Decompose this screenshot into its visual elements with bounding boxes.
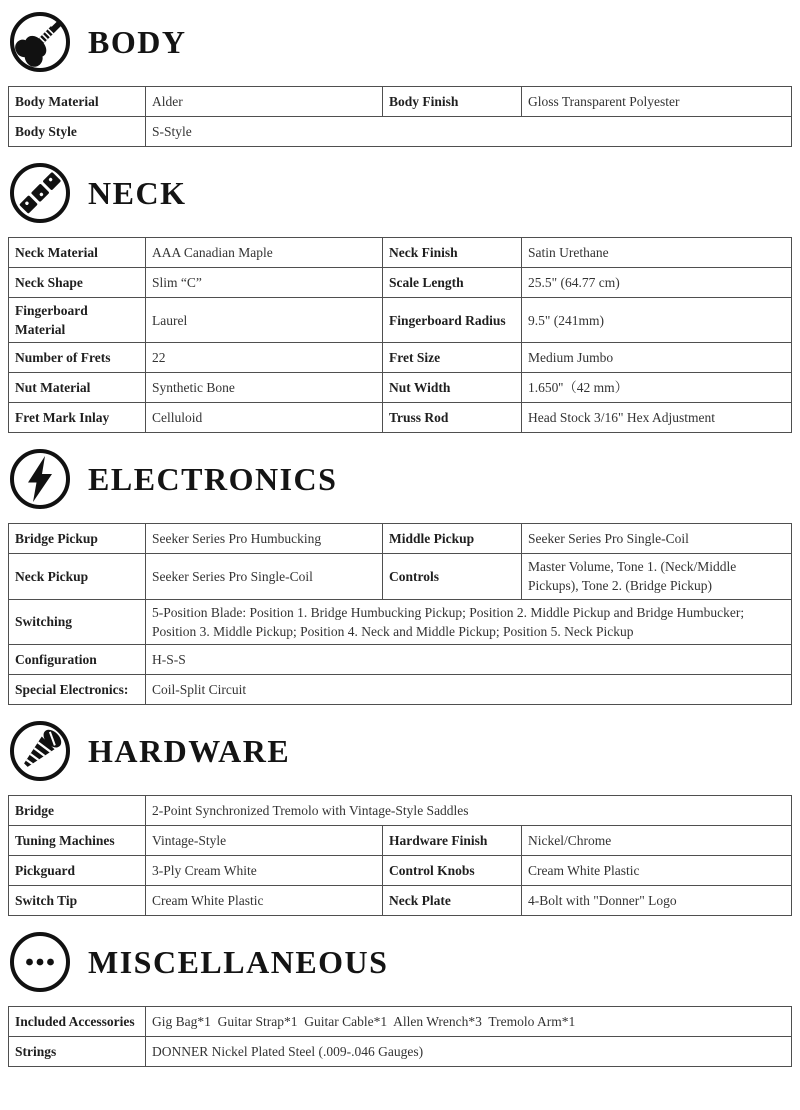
spec-value-cell: 5-Position Blade: Position 1. Bridge Humbucking Pickup; Position 2. Middle Pickup and Bridge Humbucker; Position 3. Middle Pickup; Position 4. Neck and Middle Pickup; Position 5. Neck Pickup (146, 599, 792, 644)
section-miscellaneous (8, 930, 792, 1067)
spec-value-cell: Head Stock 3/16" Hex Adjustment (522, 403, 792, 433)
spec-label-cell: Scale Length (383, 268, 522, 298)
hardware-spec-table (8, 795, 792, 916)
spec-label-cell: Bridge Pickup (9, 524, 146, 554)
section-title-miscellaneous: MISCELLANEOUS (88, 943, 389, 980)
spec-value-cell: 4-Bolt with "Donner" Logo (522, 885, 792, 915)
spec-value-cell: 22 (146, 343, 383, 373)
spec-label-cell: Switch Tip (9, 885, 146, 915)
spec-row (9, 117, 792, 147)
spec-value-cell: 9.5" (241mm) (522, 298, 792, 343)
spec-label-cell: Truss Rod (383, 403, 522, 433)
spec-value-cell: Seeker Series Pro Single-Coil (146, 554, 383, 599)
section-title-electronics: ELECTRONICS (88, 461, 338, 498)
spec-label-cell: Controls (383, 554, 522, 599)
spec-value-cell: Slim “C” (146, 268, 383, 298)
spec-label-cell: Nut Width (383, 373, 522, 403)
spec-label-cell: Neck Material (9, 238, 146, 268)
spec-label-cell: Switching (9, 599, 146, 644)
spec-row (9, 554, 792, 599)
spec-row (9, 795, 792, 825)
electronics-spec-table (8, 523, 792, 705)
spec-label-cell: Special Electronics: (9, 674, 146, 704)
spec-row (9, 403, 792, 433)
spec-value-cell: Coil-Split Circuit (146, 674, 792, 704)
spec-label-cell: Nut Material (9, 373, 146, 403)
spec-label-cell: Body Style (9, 117, 146, 147)
spec-label-cell: Body Finish (383, 87, 522, 117)
three-dots-icon (8, 930, 72, 994)
spec-label-cell: Fingerboard Radius (383, 298, 522, 343)
spec-row (9, 87, 792, 117)
spec-label-cell: Tuning Machines (9, 825, 146, 855)
spec-row (9, 644, 792, 674)
body-header (8, 10, 792, 74)
section-title-body: BODY (88, 24, 187, 60)
spec-row (9, 343, 792, 373)
section-neck (8, 161, 792, 433)
spec-value-cell: Nickel/Chrome (522, 825, 792, 855)
spec-row (9, 1036, 792, 1066)
spec-label-cell: Neck Pickup (9, 554, 146, 599)
spec-row (9, 674, 792, 704)
neck-header (8, 161, 792, 225)
spec-value-cell: AAA Canadian Maple (146, 238, 383, 268)
spec-label-cell: Configuration (9, 644, 146, 674)
section-electronics (8, 447, 792, 705)
electronics-header (8, 447, 792, 511)
section-title-hardware: HARDWARE (88, 732, 291, 769)
spec-label-cell: Neck Shape (9, 268, 146, 298)
miscellaneous-header (8, 930, 792, 994)
spec-label-cell: Body Material (9, 87, 146, 117)
screw-icon (8, 719, 72, 783)
spec-value-cell: Alder (146, 87, 383, 117)
spec-row (9, 238, 792, 268)
spec-row (9, 599, 792, 644)
spec-row (9, 885, 792, 915)
spec-value-cell: 3-Ply Cream White (146, 855, 383, 885)
spec-label-cell: Middle Pickup (383, 524, 522, 554)
spec-label-cell: Bridge (9, 795, 146, 825)
spec-label-cell: Fret Mark Inlay (9, 403, 146, 433)
spec-row (9, 1006, 792, 1036)
spec-row (9, 268, 792, 298)
spec-label-cell: Neck Plate (383, 885, 522, 915)
spec-row (9, 524, 792, 554)
spec-label-cell: Strings (9, 1036, 146, 1066)
spec-value-cell: Gig Bag*1 Guitar Strap*1 Guitar Cable*1 Allen Wrench*3 Tremolo Arm*1 (146, 1006, 792, 1036)
spec-value-cell: Gloss Transparent Polyester (522, 87, 792, 117)
spec-value-cell: Cream White Plastic (146, 885, 383, 915)
hardware-header (8, 719, 792, 783)
spec-value-cell: Synthetic Bone (146, 373, 383, 403)
guitar-neck-icon (8, 161, 72, 225)
spec-row (9, 298, 792, 343)
spec-value-cell: Celluloid (146, 403, 383, 433)
spec-value-cell: 2-Point Synchronized Tremolo with Vintage-Style Saddles (146, 795, 792, 825)
neck-spec-table (8, 237, 792, 433)
spec-row (9, 373, 792, 403)
spec-row (9, 825, 792, 855)
spec-value-cell: Satin Urethane (522, 238, 792, 268)
spec-value-cell: Cream White Plastic (522, 855, 792, 885)
spec-value-cell: H-S-S (146, 644, 792, 674)
spec-row (9, 855, 792, 885)
section-hardware (8, 719, 792, 916)
body-spec-table (8, 86, 792, 147)
spec-label-cell: Fret Size (383, 343, 522, 373)
miscellaneous-spec-table (8, 1006, 792, 1067)
spec-value-cell: DONNER Nickel Plated Steel (.009-.046 Gauges) (146, 1036, 792, 1066)
spec-value-cell: Master Volume, Tone 1. (Neck/Middle Pickups), Tone 2. (Bridge Pickup) (522, 554, 792, 599)
spec-value-cell: Laurel (146, 298, 383, 343)
spec-value-cell: 25.5" (64.77 cm) (522, 268, 792, 298)
spec-value-cell: Vintage-Style (146, 825, 383, 855)
spec-label-cell: Number of Frets (9, 343, 146, 373)
spec-label-cell: Pickguard (9, 855, 146, 885)
spec-value-cell: S-Style (146, 117, 792, 147)
spec-value-cell: Seeker Series Pro Humbucking (146, 524, 383, 554)
spec-label-cell: Included Accessories (9, 1006, 146, 1036)
lightning-bolt-icon (8, 447, 72, 511)
spec-label-cell: Fingerboard Material (9, 298, 146, 343)
spec-value-cell: Medium Jumbo (522, 343, 792, 373)
spec-label-cell: Neck Finish (383, 238, 522, 268)
section-title-neck: NECK (88, 175, 187, 211)
spec-label-cell: Control Knobs (383, 855, 522, 885)
spec-value-cell: Seeker Series Pro Single-Coil (522, 524, 792, 554)
spec-value-cell: 1.650''（42 mm） (522, 373, 792, 403)
guitar-body-icon (8, 10, 72, 74)
section-body (8, 10, 792, 147)
spec-label-cell: Hardware Finish (383, 825, 522, 855)
